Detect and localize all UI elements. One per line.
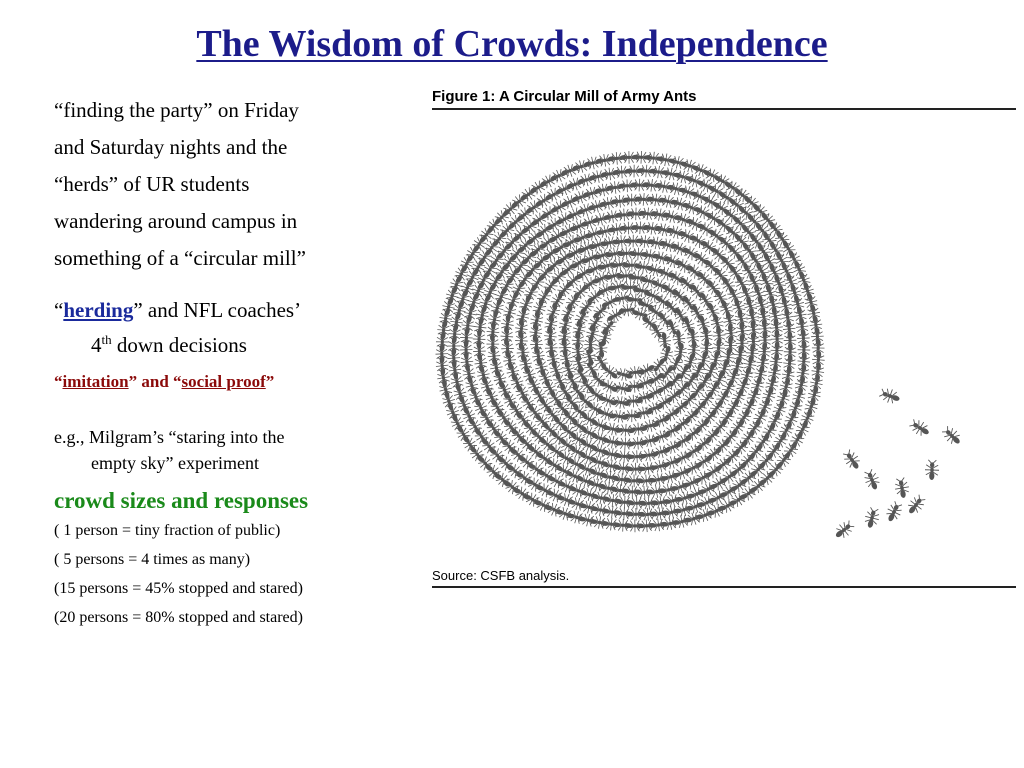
ant-icon bbox=[738, 483, 760, 504]
down-decisions-text: down decisions bbox=[111, 333, 247, 357]
ant-icon bbox=[522, 490, 544, 510]
ant-icon bbox=[732, 272, 752, 294]
ant-icon bbox=[756, 396, 775, 418]
ant-icon bbox=[536, 368, 554, 389]
party-line: wandering around campus in bbox=[54, 209, 298, 233]
ant-icon bbox=[533, 191, 555, 211]
ant-icon bbox=[651, 443, 672, 460]
herding-paragraph bbox=[54, 295, 394, 360]
ant-icon bbox=[695, 313, 712, 334]
ant-icon bbox=[590, 442, 611, 459]
ant-icon bbox=[784, 248, 804, 270]
ant-icon bbox=[688, 231, 710, 251]
ant-icon bbox=[695, 219, 717, 239]
ant-icon bbox=[568, 217, 590, 236]
ant-icon bbox=[544, 455, 566, 475]
ant-mill-figure bbox=[432, 86, 1016, 591]
social-proof-link[interactable]: social proof bbox=[181, 372, 266, 391]
ant-icon bbox=[863, 507, 881, 530]
ant-icon bbox=[697, 479, 719, 498]
ant-icon bbox=[904, 493, 927, 517]
ant-icon bbox=[563, 291, 584, 313]
ant-icon bbox=[757, 271, 776, 293]
ant-icon bbox=[594, 339, 609, 358]
left-column bbox=[54, 92, 394, 632]
ant-icon bbox=[745, 385, 764, 407]
ant-icon bbox=[925, 460, 940, 480]
figure-bottom-rule bbox=[432, 586, 1016, 588]
ant-icon bbox=[545, 486, 567, 505]
ant-icon bbox=[639, 273, 660, 290]
ant-icon bbox=[557, 477, 579, 496]
ant-icon bbox=[501, 477, 523, 498]
ant-icon bbox=[651, 428, 672, 445]
ant-icon bbox=[721, 348, 736, 367]
crowd-heading: crowd sizes and responses bbox=[54, 488, 309, 513]
fourth-suffix: th bbox=[101, 332, 112, 347]
imitation-link[interactable]: imitation bbox=[62, 372, 129, 391]
ant-icon bbox=[543, 500, 565, 519]
ant-icon bbox=[841, 448, 864, 472]
ant-icon bbox=[940, 424, 964, 448]
ant-icon bbox=[534, 480, 556, 500]
figure-title: Figure 1: A Circular Mill of Army Ants bbox=[432, 88, 697, 105]
open-quote: “ bbox=[54, 298, 64, 322]
ant-icon bbox=[525, 375, 544, 396]
ant-icon bbox=[524, 474, 546, 495]
fourth-number: 4 bbox=[91, 333, 102, 357]
milgram-paragraph bbox=[54, 424, 394, 476]
ant-icon bbox=[684, 214, 706, 233]
ant-icon bbox=[727, 490, 749, 510]
ant-icon bbox=[548, 198, 570, 217]
ant-icon bbox=[893, 477, 910, 499]
ant-icon bbox=[777, 260, 796, 282]
party-line: and Saturday nights and the bbox=[54, 135, 288, 159]
crowd-list-item: ( 1 person = tiny fraction of public) bbox=[54, 522, 281, 539]
ant-icon bbox=[538, 203, 560, 223]
ant-icon bbox=[883, 500, 904, 524]
crowd-list-item: (15 persons = 45% stopped and stared) bbox=[54, 580, 303, 597]
party-paragraph bbox=[54, 92, 394, 277]
ant-icon bbox=[681, 198, 702, 217]
ant-icon bbox=[878, 386, 902, 406]
crowd-list bbox=[54, 516, 394, 632]
ant-icon bbox=[662, 438, 683, 456]
ant-icon bbox=[554, 210, 576, 230]
herding-link[interactable]: herding bbox=[63, 298, 134, 322]
ant-icon bbox=[486, 335, 499, 353]
army-ants-illustration bbox=[432, 110, 1016, 566]
herding-text: ” and NFL coaches’ bbox=[133, 298, 302, 322]
ant-icon bbox=[680, 243, 702, 263]
ant-icon bbox=[511, 483, 533, 504]
ant-icon bbox=[634, 405, 654, 420]
ant-icon bbox=[832, 518, 856, 542]
crowd-list-item: (20 persons = 80% stopped and stared) bbox=[54, 609, 303, 626]
party-line: “finding the party” on Friday bbox=[54, 98, 299, 122]
ant-icon bbox=[862, 468, 882, 492]
ant-icon bbox=[532, 495, 554, 515]
ant-icon bbox=[908, 417, 932, 439]
party-line: “herds” of UR students bbox=[54, 172, 250, 196]
ant-icon bbox=[692, 203, 714, 223]
ant-icon bbox=[564, 205, 586, 224]
ant-icon bbox=[590, 430, 611, 448]
milgram-line: e.g., Milgram’s “staring into the bbox=[54, 427, 285, 447]
ant-icon bbox=[628, 271, 647, 285]
crowd-list-item: ( 5 persons = 4 times as many) bbox=[54, 551, 251, 568]
ant-icon bbox=[640, 418, 660, 434]
ant-icon bbox=[717, 496, 739, 516]
milgram-line: empty sky” experiment bbox=[91, 453, 259, 473]
ant-icon bbox=[734, 376, 752, 397]
ant-icon bbox=[798, 407, 817, 428]
party-line: something of a “circular mill” bbox=[54, 246, 306, 270]
imitation-paragraph: “imitation” and “social proof” bbox=[54, 372, 275, 391]
figure-source: Source: CSFB analysis. bbox=[432, 568, 570, 583]
slide-title: The Wisdom of Crowds: Independence bbox=[196, 23, 828, 65]
ant-icon bbox=[618, 303, 637, 318]
ant-icon bbox=[518, 354, 534, 374]
